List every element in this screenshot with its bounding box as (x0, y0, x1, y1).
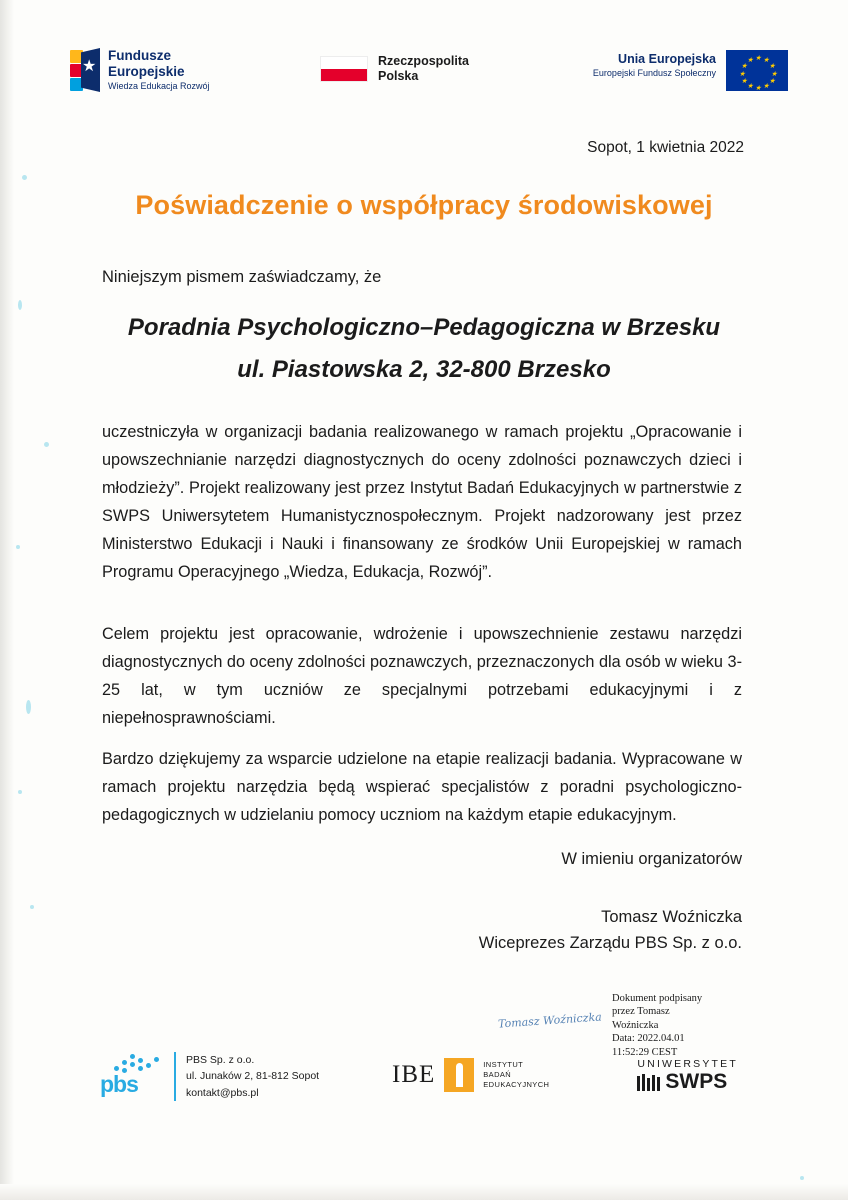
scan-speck (800, 1176, 804, 1180)
institution-address: ul. Piastowska 2, 32-800 Brzesko (237, 356, 611, 383)
paragraph-2: Celem projektu jest opracowanie, wdrożenie i upowszechnienie zestawu narzędzi diagnostycznych do oceny zdolności poznawczych, przeznaczonych dla osób w wieku 3-25 lat, w tym uczniów ze specjalnymi potrzebami edukacyjnymi i z niepełnosprawnościami. (102, 625, 742, 728)
swps-logo-block (637, 1058, 738, 1094)
ue-logo-line1: Unia Europejska (618, 52, 716, 66)
rp-logo-line2: Polska (378, 69, 419, 83)
ibe-sub2: BADAŃ (483, 1069, 512, 1079)
signature-intro: W imieniu organizatorów (561, 850, 742, 868)
document-date: Sopot, 1 kwietnia 2022 (587, 139, 744, 156)
institution-block (0, 307, 848, 391)
fe-logo-line3: Wiedza Edukacja Rozwój (108, 81, 210, 92)
ibe-wordmark: IBE (392, 1061, 436, 1088)
pbs-company-name: PBS Sp. z o.o. (186, 1054, 255, 1066)
scan-speck (30, 905, 34, 909)
scan-speck (18, 790, 22, 794)
scan-edge-bottom (0, 1184, 848, 1200)
ibe-logo-block (392, 1058, 549, 1092)
handwritten-signature: Tomasz Woźniczka (497, 1010, 603, 1031)
rp-logo-line1: Rzeczpospolita (378, 54, 469, 68)
swps-top-label: UNIWERSYTET (637, 1058, 738, 1070)
electronic-signature-stamp (612, 992, 742, 1059)
fe-logo-line2: Europejskie (108, 63, 185, 79)
esign-line5: 11:52:29 CEST (612, 1046, 678, 1058)
scan-speck (16, 545, 20, 549)
scan-edge-left (0, 0, 14, 1200)
fundusze-europejskie-logo (70, 48, 210, 91)
pbs-logo-block (100, 1052, 319, 1101)
pbs-email: kontakt@pbs.pl (186, 1086, 259, 1099)
eu-flag-icon: ★ ★ ★ ★ ★ ★ ★ ★ ★ ★ ★ ★ (726, 50, 788, 91)
swps-wordmark: SWPS (665, 1070, 728, 1093)
pbs-logo-icon (100, 1054, 162, 1098)
esign-line3: Woźniczka (612, 1019, 659, 1031)
signer-name: Tomasz Woźniczka (601, 908, 742, 926)
fe-logo-line1: Fundusze (108, 48, 171, 63)
scan-speck (22, 175, 27, 180)
pbs-address: ul. Junaków 2, 81-812 Sopot (186, 1070, 320, 1083)
signer-role: Wiceprezes Zarządu PBS Sp. z o.o. (478, 933, 742, 952)
ibe-sub3: EDUKACYJNYCH (483, 1080, 550, 1090)
esign-line4: Data: 2022.04.01 (612, 1033, 685, 1045)
paragraph-3: Bardzo dziękujemy za wsparcie udzielone na etapie realizacji badania. Wypracowane w ramach projektu narzędzia będą wspierać specjalistów z poradni psychologiczno-pedagogicznych w udzielaniu pomocy uczniom na każdym etapie edukacyjnym. (102, 750, 742, 825)
unia-europejska-logo (593, 50, 788, 91)
pbs-wordmark: pbs (100, 1071, 138, 1098)
paragraph-1: uczestniczyła w organizacji badania realizowanego w ramach projektu „Opracowanie i upowszechnianie narzędzi diagnostycznych do oceny zdolności poznawczych dzieci i młodzieży”. Projekt realizowany jest przez Instytut Badań Edukacyjnych w partnerstwie z SWPS Uniwersytetem Humanistycznospołecznym. Projekt nadzorowany jest przez Ministerstwo Edukacji i Nauki i finansowany ze środków Unii Europejskiej w ramach Programu Operacyjnego „Wiedza, Edukacja, Rozwój”. (102, 423, 742, 582)
signature-block (479, 905, 742, 956)
ibe-logo-icon (444, 1058, 474, 1092)
esign-line1: Dokument podpisany (612, 993, 703, 1004)
ue-logo-line2: Europejski Fundusz Społeczny (592, 67, 716, 78)
eu-funding-logo-strip (70, 44, 788, 108)
esign-line2: przez Tomasz (612, 1006, 670, 1018)
scan-speck (26, 700, 31, 714)
scan-speck (44, 442, 49, 447)
swps-columns-icon (637, 1074, 660, 1091)
institution-name: Poradnia Psychologiczno–Pedagogiczna w Brzesku (127, 314, 721, 341)
polish-flag-icon (320, 56, 368, 82)
rzeczpospolita-polska-logo (320, 54, 469, 84)
fe-logo-icon: ★ (70, 48, 100, 90)
intro-text: Niniejszym pismem zaświadczamy, że (102, 268, 382, 286)
page-title: Poświadczenie o współpracy środowiskowej (135, 190, 713, 220)
ibe-sub1: INSTYTUT (483, 1059, 524, 1069)
